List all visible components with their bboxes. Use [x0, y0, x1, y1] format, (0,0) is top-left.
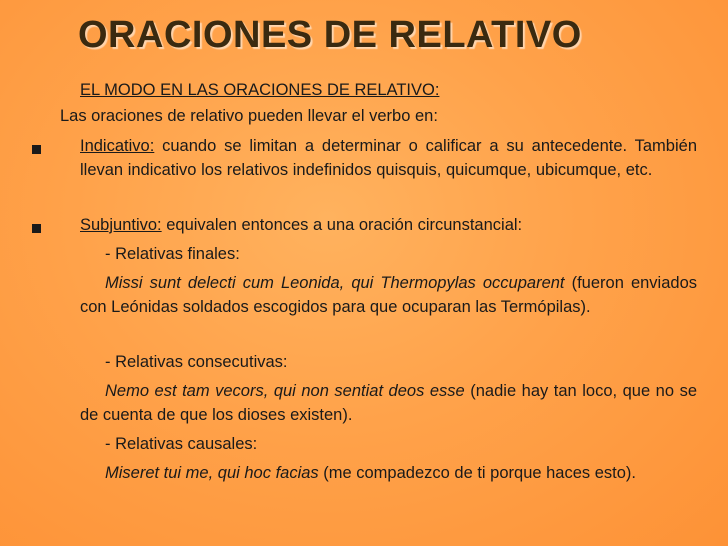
finales-latin: Missi sunt delecti cum Leonida, qui Thermopylas occuparent: [105, 274, 565, 292]
causales-translation: (me compadezco de ti porque haces esto).: [318, 464, 637, 482]
causales-latin: Miseret tui me, qui hoc facias: [105, 464, 319, 482]
finales-translation: (fueron enviados con Leónidas soldados escogidos para que ocuparan las Termópilas).: [80, 274, 697, 316]
consecutivas-example: [80, 379, 697, 427]
causales-example: [80, 461, 697, 485]
section-heading: EL MODO EN LAS ORACIONES DE RELATIVO:: [80, 81, 440, 99]
subjunctive-paragraph: [80, 213, 697, 237]
causales-label: - Relativas causales:: [105, 435, 258, 453]
intro-text: Las oraciones de relativo pueden llevar el verbo en:: [60, 107, 438, 125]
indicative-label: Indicativo:: [80, 137, 155, 155]
bullet-square-icon: [32, 224, 41, 233]
bullet-square-icon: [32, 145, 41, 154]
indicative-text: cuando se limitan a determinar o calificar a su antecedente. También llevan indicativo los relativos indefinidos quisquis, quicumque, ubicumque, etc.: [80, 137, 697, 179]
finales-example: [80, 271, 697, 319]
consecutivas-latin: Nemo est tam vecors, qui non sentiat deos esse: [105, 382, 465, 400]
subjunctive-label: Subjuntivo:: [80, 216, 162, 234]
subjunctive-text: equivalen entonces a una oración circunstancial:: [161, 216, 523, 234]
finales-label: - Relativas finales:: [105, 245, 240, 263]
slide-title: ORACIONES DE RELATIVO: [78, 14, 582, 56]
consecutivas-label: - Relativas consecutivas:: [105, 353, 288, 371]
consecutivas-translation: (nadie hay tan loco, que no se de cuenta de que los dioses existen).: [80, 382, 697, 424]
indicative-paragraph: [80, 134, 697, 182]
